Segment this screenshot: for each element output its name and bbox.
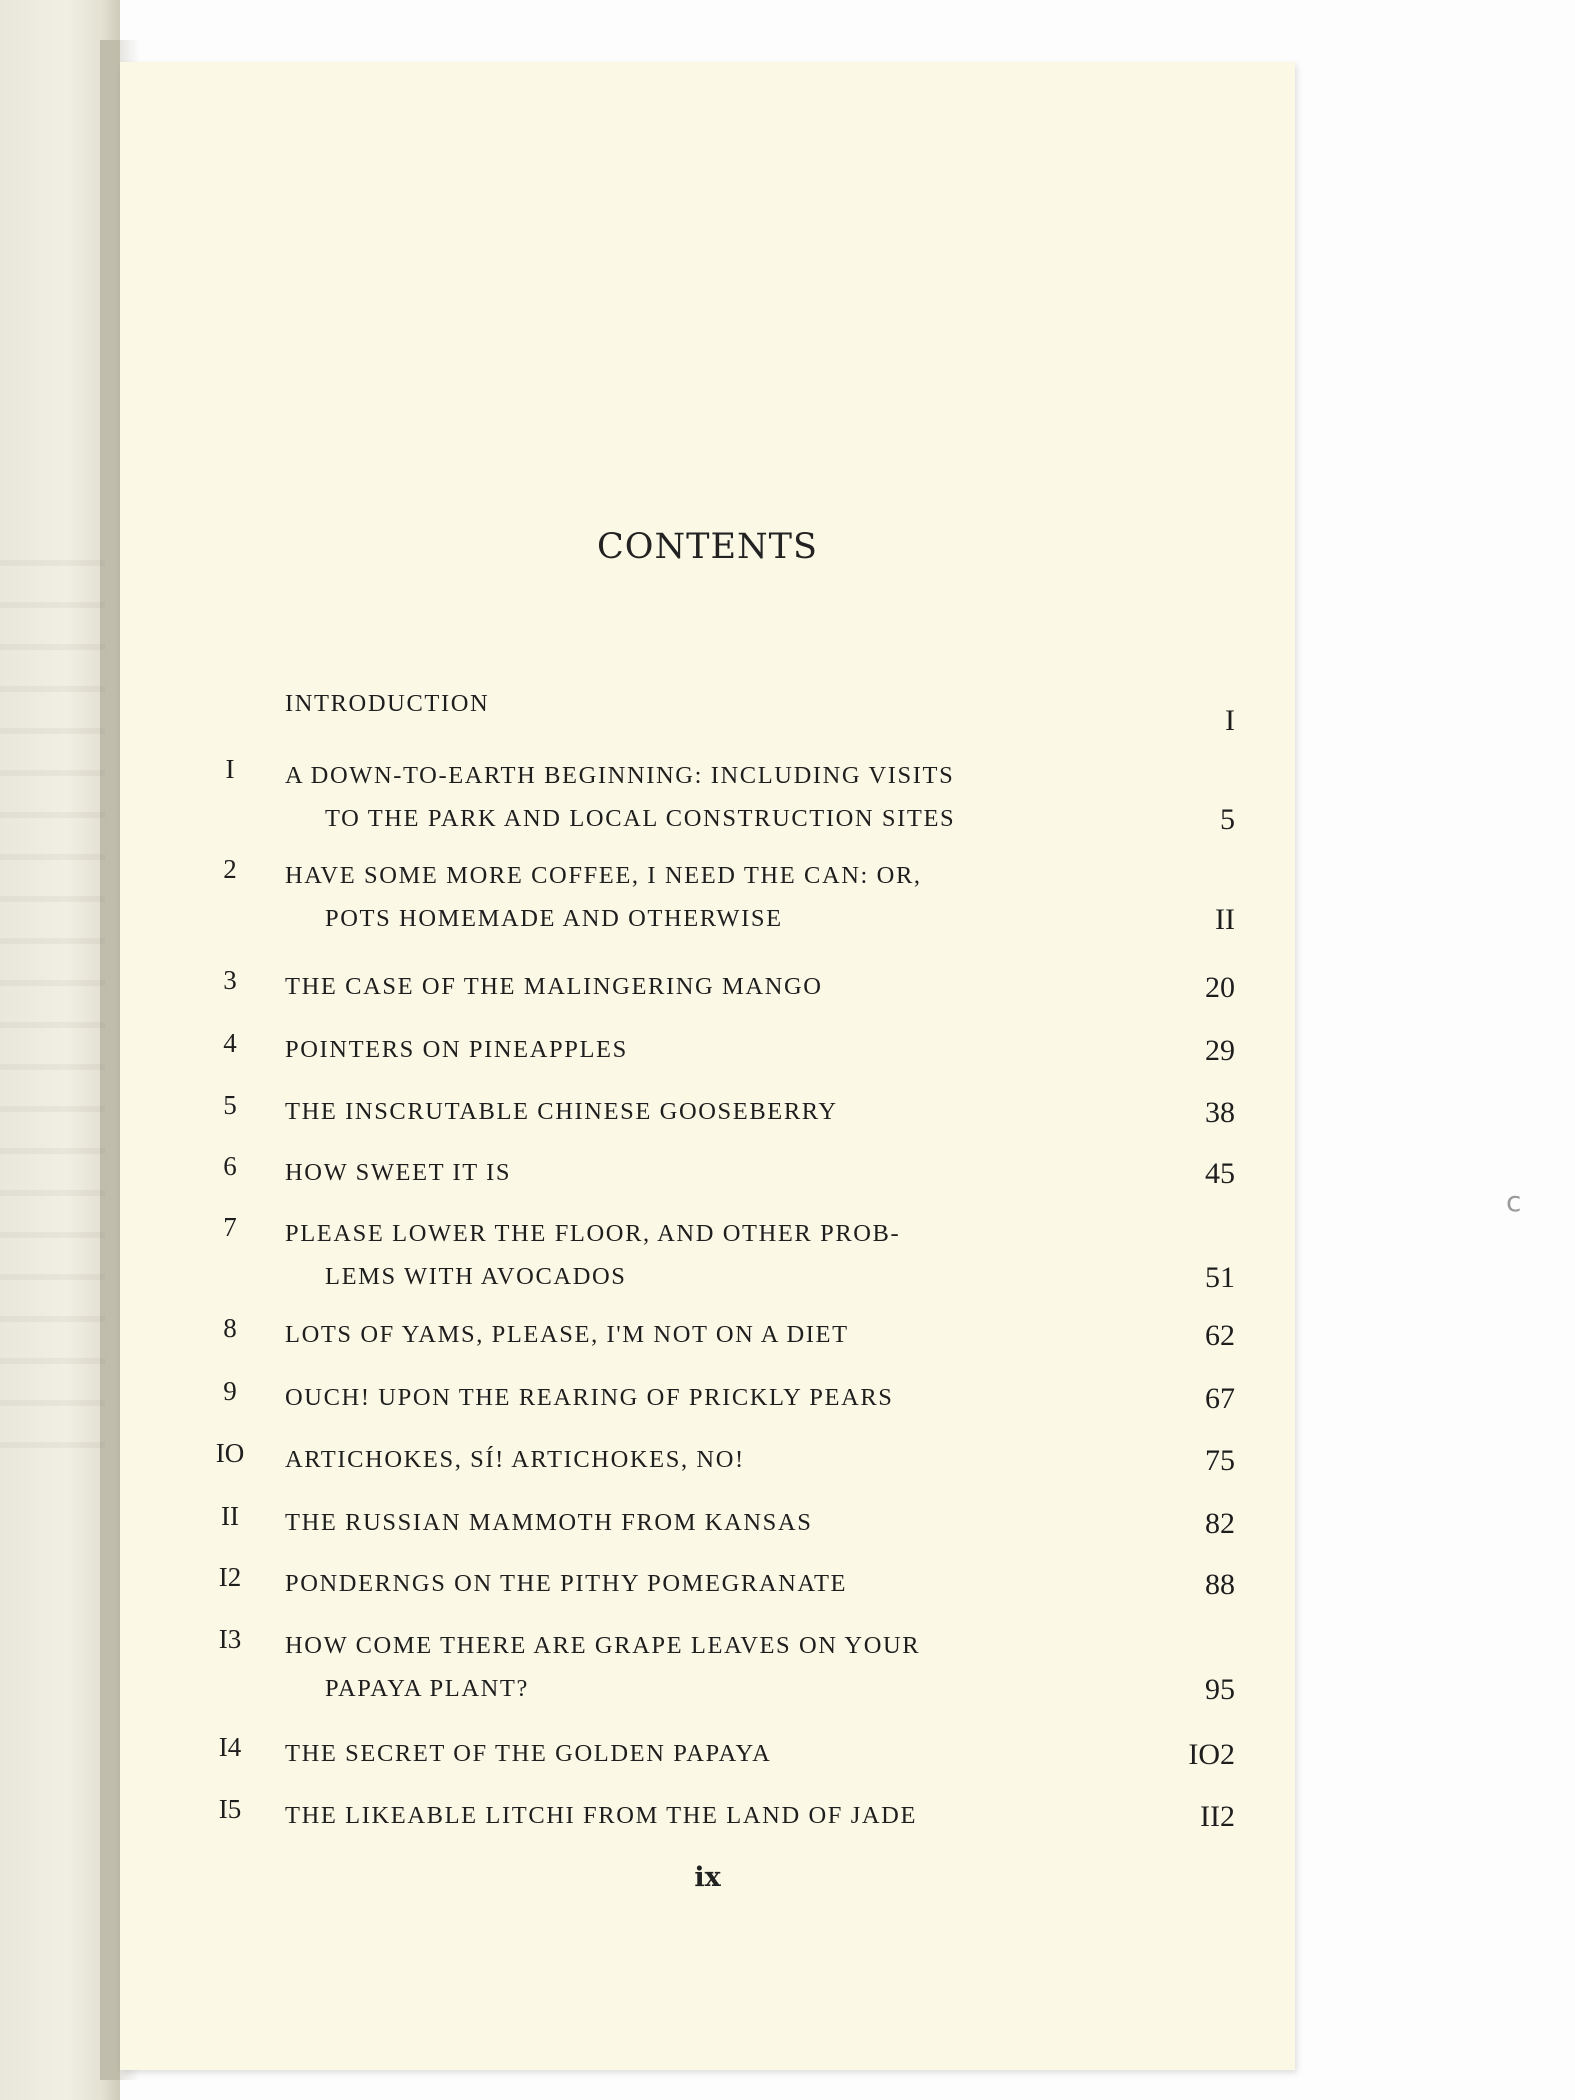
- chapter-page-number: II: [1215, 903, 1235, 936]
- page-number: ix: [694, 1862, 721, 1893]
- chapter-number: I: [225, 754, 235, 784]
- chapter-title: [285, 1028, 1165, 1071]
- chapter-title: [285, 1732, 1165, 1775]
- chapter-title: [285, 1151, 1165, 1194]
- toc-entry: [120, 1624, 1295, 1714]
- chapter-page-number: 38: [1205, 1096, 1235, 1129]
- chapter-title: [285, 754, 1165, 840]
- chapter-title-line: TO THE PARK AND LOCAL CONSTRUCTION SITES: [325, 805, 956, 832]
- chapter-number: 8: [223, 1313, 237, 1343]
- chapter-title-line: PAPAYA PLANT?: [325, 1675, 529, 1702]
- chapter-page-number: 29: [1205, 1034, 1235, 1067]
- chapter-title-line: LOTS OF YAMS, PLEASE, I'M NOT ON A DIET: [285, 1321, 849, 1348]
- show-through-text: [0, 560, 105, 1460]
- chapter-number: 4: [223, 1028, 237, 1058]
- chapter-title: [285, 1438, 1165, 1481]
- chapter-number: 7: [223, 1212, 237, 1242]
- chapter-title-line: OUCH! UPON THE REARING OF PRICKLY PEARS: [285, 1384, 894, 1411]
- chapter-number: I4: [218, 1732, 242, 1762]
- chapter-page-number: II2: [1200, 1800, 1235, 1833]
- chapter-title: [285, 1376, 1165, 1419]
- stray-mark: c: [1506, 1185, 1522, 1218]
- chapter-page-number: 51: [1205, 1261, 1235, 1294]
- chapter-title-line: A DOWN-TO-EARTH BEGINNING: INCLUDING VISITS: [285, 762, 955, 789]
- chapter-page-number: 95: [1205, 1673, 1235, 1706]
- chapter-title-line: THE SECRET OF THE GOLDEN PAPAYA: [285, 1740, 772, 1767]
- chapter-page-number: 45: [1205, 1157, 1235, 1190]
- chapter-number: I3: [218, 1624, 242, 1654]
- chapter-page-number: 67: [1205, 1382, 1235, 1415]
- chapter-title-line: THE RUSSIAN MAMMOTH FROM KANSAS: [285, 1509, 813, 1536]
- chapter-number: 9: [223, 1376, 237, 1406]
- chapter-title-line: ARTICHOKES, SÍ! ARTICHOKES, NO!: [285, 1446, 745, 1473]
- chapter-page-number: IO2: [1188, 1738, 1235, 1771]
- chapter-title: [285, 1562, 1165, 1605]
- chapter-title-line: LEMS WITH AVOCADOS: [325, 1263, 627, 1290]
- chapter-title-line: THE CASE OF THE MALINGERING MANGO: [285, 973, 823, 1000]
- chapter-title: [285, 1624, 1165, 1710]
- chapter-number: 6: [223, 1151, 237, 1181]
- chapter-title: [285, 1501, 1165, 1544]
- chapter-title: [285, 1313, 1165, 1356]
- chapter-page-number: 82: [1205, 1507, 1235, 1540]
- chapter-number: 3: [223, 965, 237, 995]
- chapter-title-line: THE LIKEABLE LITCHI FROM THE LAND OF JADE: [285, 1802, 918, 1829]
- chapter-title: [285, 1090, 1165, 1133]
- chapter-page-number: 75: [1205, 1444, 1235, 1477]
- toc-entry: [120, 854, 1295, 944]
- page-title: CONTENTS: [597, 527, 818, 567]
- chapter-page-number: I: [1225, 704, 1235, 737]
- chapter-page-number: 5: [1220, 803, 1235, 836]
- chapter-title-line: THE INSCRUTABLE CHINESE GOOSEBERRY: [285, 1098, 838, 1125]
- chapter-page-number: 88: [1205, 1568, 1235, 1601]
- chapter-title-line: INTRODUCTION: [285, 690, 490, 717]
- chapter-title: [285, 682, 1165, 725]
- chapter-title: [285, 1794, 1165, 1837]
- chapter-title: [285, 1212, 1165, 1298]
- chapter-title: [285, 965, 1165, 1008]
- toc-entry: [120, 754, 1295, 844]
- chapter-title-line: HOW SWEET IT IS: [285, 1159, 512, 1186]
- chapter-title-line: HOW COME THERE ARE GRAPE LEAVES ON YOUR: [285, 1632, 921, 1659]
- chapter-number: II: [221, 1501, 239, 1531]
- chapter-number: I5: [218, 1794, 242, 1824]
- toc-entry: [120, 1212, 1295, 1302]
- chapter-title-line: PLEASE LOWER THE FLOOR, AND OTHER PROB-: [285, 1220, 901, 1247]
- chapter-number: IO: [215, 1438, 245, 1468]
- chapter-title-line: POTS HOMEMADE AND OTHERWISE: [325, 905, 783, 932]
- chapter-number: 5: [223, 1090, 237, 1120]
- contents-page: [120, 62, 1295, 2070]
- chapter-title: [285, 854, 1165, 940]
- chapter-title-line: POINTERS ON PINEAPPLES: [285, 1036, 628, 1063]
- chapter-title-line: HAVE SOME MORE COFFEE, I NEED THE CAN: OR,: [285, 862, 922, 889]
- chapter-title-line: PONDERNGS ON THE PITHY POMEGRANATE: [285, 1570, 848, 1597]
- chapter-number: I2: [218, 1562, 242, 1592]
- chapter-page-number: 20: [1205, 971, 1235, 1004]
- chapter-page-number: 62: [1205, 1319, 1235, 1352]
- chapter-number: 2: [223, 854, 237, 884]
